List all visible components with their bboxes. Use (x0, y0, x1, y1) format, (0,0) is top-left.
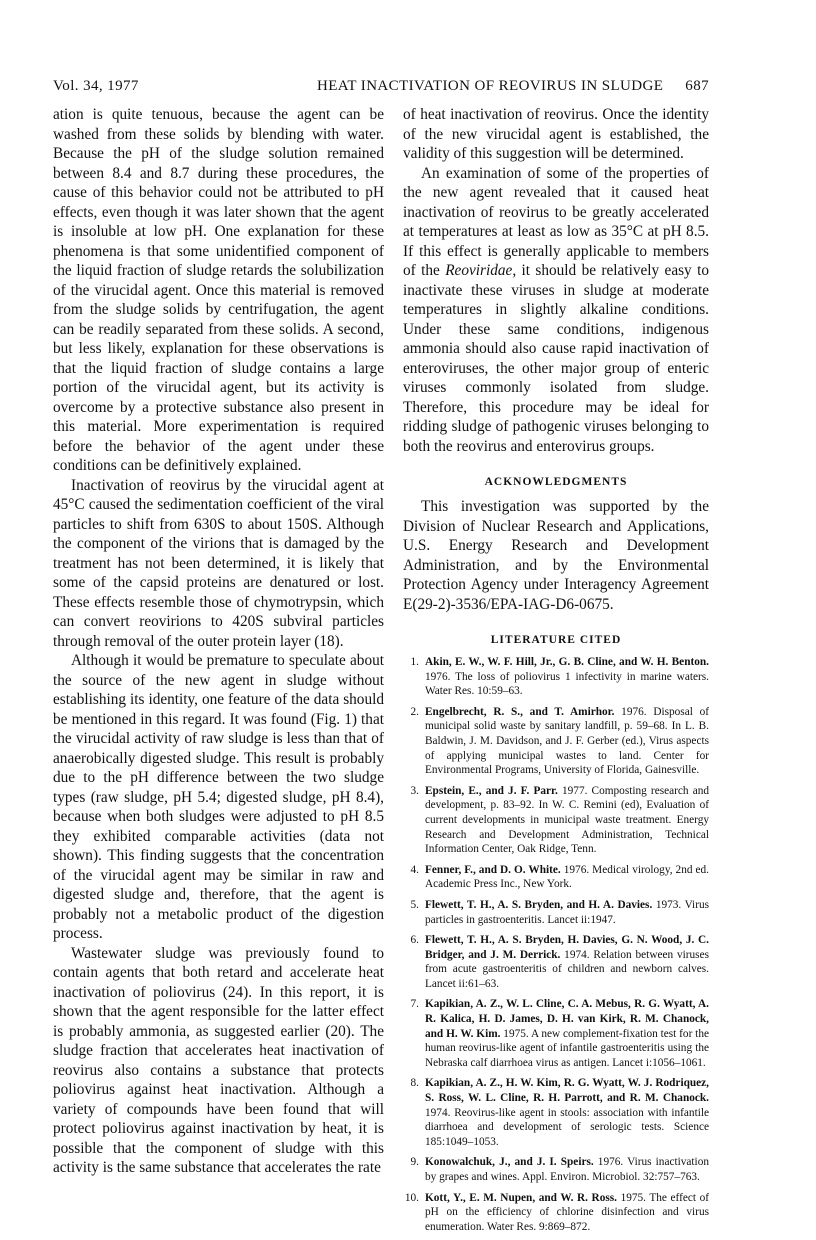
reference-item (403, 933, 709, 991)
right-column (403, 105, 709, 1240)
reference-authors: Akin, E. W., W. F. Hill, Jr., G. B. Cline, and W. H. Benton. (425, 656, 709, 668)
reference-item (403, 997, 709, 1070)
reference-list (403, 655, 709, 1234)
literature-cited-heading: LITERATURE CITED (490, 634, 622, 646)
reference-number: 4. (410, 863, 419, 876)
page-number: 687 (685, 78, 709, 94)
reference-number: 8. (410, 1077, 419, 1090)
page-header (53, 78, 709, 98)
reference-text: 1976. The loss of poliovirus 1 infectivity in marine waters. Water Res. 10:59–63. (425, 670, 709, 698)
body-paragraph: Inactivation of reovirus by the virucidal agent at 45°C caused the sedimentation coefficient of the viral particles to shift from 630S to about 150S. Although the component of the virions that is damaged by the treatment has not been determined, it is likely that some of the capsid proteins are denatured or lost. These effects resemble those of chymotrypsin, which can convert reovirions to 420S subviral particles through removal of the outer protein layer (18). (53, 476, 384, 650)
body-paragraph: of heat inactivation of reovirus. Once the identity of the new virucidal agent is established, the validity of this suggestion will be determined. (403, 106, 709, 162)
reference-item (403, 863, 709, 892)
body-paragraph: ation is quite tenuous, because the agent can be washed from these solids by blending with water. Because the pH of the sludge solution remained between 8.4 and 8.7 during these procedures, the cause of this behavior could not be attributed to pH effects, even though it was later shown that the agent is insoluble at low pH. One explanation for these phenomena is that some unidentified component of the liquid fraction of sludge retards the solubilization of the virucidal agent. Once this material is removed from the sludge solids by centrifugation, the agent can be readily separated from these solids. A second, but less likely, explanation for these observations is that the liquid fraction of sludge contains a large portion of the virucidal agent, but its activity is overcome by a protective substance also present in this material. More experimentation is required before the behavior of the agent under these conditions can be definitively explained. (53, 106, 384, 474)
reference-number: 2. (410, 705, 419, 718)
reference-item (403, 898, 709, 927)
body-paragraph: Although it would be premature to speculate about the source of the new agent in sludge without establishing its identity, one feature of the data should be mentioned in this regard. It was found (Fig. 1) that the virucidal activity of raw sludge is less than that of anaerobically digested sludge. This result is probably due to the pH difference between the two sludge types (raw sludge, pH 5.4; digested sludge, pH 8.4), because when both sludges were adjusted to pH 8.5 they exhibited comparable activities (data not shown). This finding suggests that the concentration of the virucidal agent may be similar in raw and digested sludge and, therefore, that the agent is probably not a metabolic product of the digestion process. (53, 652, 384, 942)
left-column (53, 105, 384, 1178)
reference-authors: Flewett, T. H., A. S. Bryden, and H. A. Davies. (425, 898, 653, 911)
acknowledgments-text: This investigation was supported by the Division of Nuclear Research and Applications, U.S. Energy Research and Development Administration, and by the Environmental Protection Agency under Interagency Agreement E(29-2)-3536/EPA-IAG-D6-0675. (403, 498, 709, 613)
reference-number: 10. (404, 1191, 419, 1204)
running-title: HEAT INACTIVATION OF REOVIRUS IN SLUDGE (317, 78, 664, 94)
reference-text: 1976. Medical virology, 2nd ed. Academic Press Inc., New York. (425, 863, 709, 891)
reference-text: 1975. The effect of pH on the efficiency of chlorine disinfection and virus enumeration. Water Res. 9:869–872. (425, 1191, 709, 1233)
reference-number: 9. (410, 1156, 419, 1169)
reference-authors: Kapikian, A. Z., H. W. Kim, R. G. Wyatt, W. J. Rodriquez, S. Ross, W. L. Cline, R. H. Parrott, and R. M. Chanock. (425, 1077, 709, 1105)
acknowledgments-heading: ACKNOWLEDGMENTS (484, 476, 628, 488)
reference-number: 5. (410, 898, 419, 911)
reference-item (403, 1191, 709, 1235)
reference-text: 1975. A new complement-fixation test for the human reovirus-like agent of infantile gastroenteritis using the Nebraska calf diarrhoea virus as antigen. Lancet i:1056–1061. (425, 1027, 709, 1069)
reference-authors: Engelbrecht, R. S., and T. Amirhor. (425, 705, 615, 718)
body-text: An examination of some of the properties of the new agent revealed that it caused heat inactivation of reovirus to be greatly accelerated at temperatures at least as low as 35°C at pH 8.5. If this effect is generally applicable to members of the (403, 164, 709, 279)
reference-item (403, 784, 709, 857)
reference-text: 1973. Virus particles in gastroenteritis. Lancet ii:1947. (425, 898, 710, 926)
reference-number: 7. (410, 998, 419, 1011)
reference-text: 1976. Virus inactivation by grapes and wines. Appl. Environ. Microbiol. 32:757–763. (425, 1156, 709, 1183)
reference-item (403, 1076, 709, 1149)
reference-authors: Flewett, T. H., A. S. Bryden, H. Davies, G. N. Wood, J. C. Bridger, and J. M. Derrick. (425, 934, 709, 961)
reference-item (403, 705, 709, 778)
reference-text: 1977. Composting research and development, p. 83–92. In W. C. Remini (ed), Evaluation of current developments in municipal waste treatment. Energy Research and Development Administration, Technical Information Center, Oak Ridge, Tenn. (425, 784, 710, 856)
reference-text: 1974. Reovirus-like agent in stools: association with infantile diarrhoea and development of serologic tests. Science 185:1049–1053. (425, 1106, 709, 1148)
reference-item (403, 1155, 709, 1184)
reference-authors: Fenner, F., and D. O. White. (425, 863, 561, 876)
reference-authors: Kapikian, A. Z., W. L. Cline, C. A. Mebus, R. G. Wyatt, A. R. Kalica, H. D. James, D. H. van Kirk, R. M. Chanock, and H. W. Kim. (425, 998, 709, 1040)
body-paragraph: Wastewater sludge was previously found to contain agents that both retard and accelerate heat inactivation of poliovirus (24). In this report, it is shown that the agent responsible for the latter effect is probably ammonia, as suggested earlier (20). The sludge fraction that accelerates heat inactivation of reovirus also contains a substance that protects poliovirus against heat inactivation. Although a variety of compounds have been found that will protect poliovirus against inactivation by heat, it is possible that the component of sludge with this activity is the same substance that accelerates the rate (53, 944, 384, 1176)
body-paragraph (403, 164, 709, 457)
reference-authors: Epstein, E., and J. F. Parr. (425, 784, 558, 797)
body-text: it should be relatively easy to inactivate these viruses in sludge at moderate temperatures in slightly alkaline conditions. Under these same conditions, indigenous ammonia should also cause rapid inactivation of enteroviruses, the other major group of enteric viruses commonly isolated from sludge. Therefore, this procedure may be ideal for ridding sludge of pathogenic viruses belonging to both the reovirus and enterovirus groups. (403, 262, 709, 455)
reference-number: 1. (410, 656, 419, 668)
reference-number: 6. (410, 934, 419, 947)
reference-item (403, 655, 709, 699)
reference-authors: Konowalchuk, J., and J. I. Speirs. (425, 1156, 594, 1169)
reference-number: 3. (410, 784, 419, 797)
reference-authors: Kott, Y., E. M. Nupen, and W. R. Ross. (425, 1191, 617, 1204)
reference-text: 1976. Disposal of municipal solid waste by sanitary landfill, p. 59–68. In L. B. Baldwin, J. M. Davidson, and J. F. Gerber (ed.), Virus aspects of applying municipal wastes to land. Center for Environmental Programs, University of Florida, Gainesville. (425, 705, 709, 777)
volume-label: Vol. 34, 1977 (53, 78, 139, 94)
reference-text: 1974. Relation between viruses from acute gastroenteritis of children and newborn calves. Lancet ii:61–63. (425, 948, 709, 990)
taxon-name: Reoviridae, (445, 262, 517, 279)
